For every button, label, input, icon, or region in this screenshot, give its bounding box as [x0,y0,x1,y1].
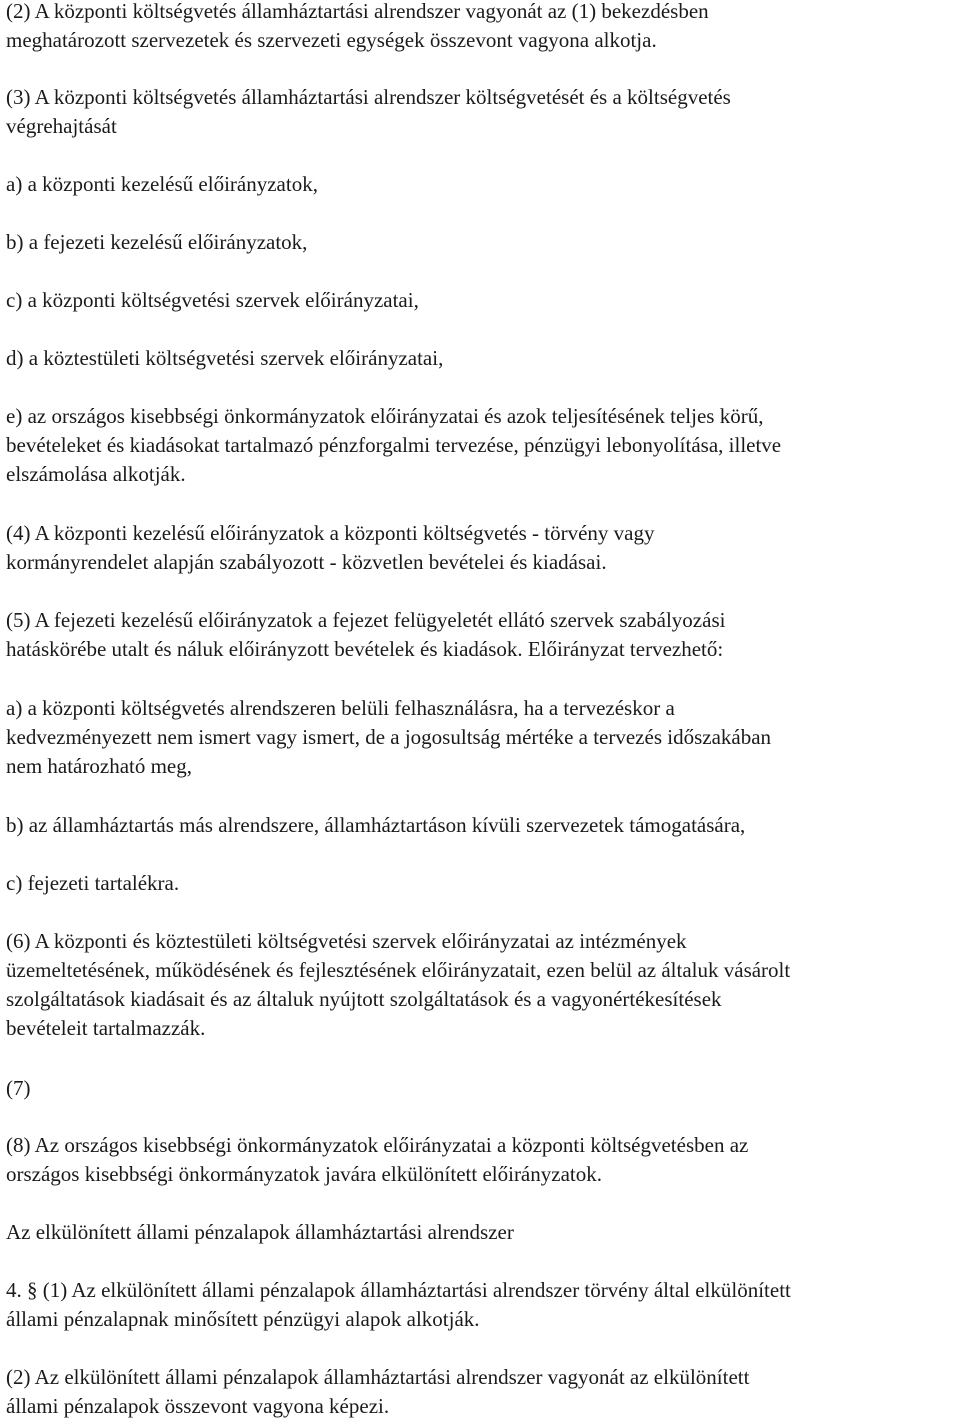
paragraph-3-alrendszer [6,83,956,141]
text-line: szolgáltatások kiadásait és az általuk nyújtott szolgáltatások és a vagyonértékesítések [6,987,722,1011]
list-item-b [6,228,956,257]
text-line: (5) A fejezeti kezelésű előirányzatok a fejezet felügyeletét ellátó szervek szabályozási [6,608,726,632]
text-line: országos kisebbségi önkormányzatok javára elkülönített előirányzatok. [6,1162,602,1186]
text-line: b) az államháztartás más alrendszere, államháztartáson kívüli szervezetek támogatására, [6,813,746,837]
text-line: kormányrendelet alapján szabályozott - közvetlen bevételei és kiadásai. [6,550,607,574]
text-line: a) a központi kezelésű előirányzatok, [6,172,318,196]
paragraph-5-item-a [6,694,956,781]
text-line: hatáskörébe utalt és náluk előirányzott bevételek és kiadások. Előirányzat tervezhető: [6,637,724,661]
paragraph-4 [6,519,956,577]
text-line: állami pénzalapok összevont vagyona képezi. [6,1394,390,1418]
paragraph-4-section-2 [6,1363,956,1421]
list-item-c [6,286,956,315]
text-line: 4. § (1) Az elkülönített állami pénzalapok államháztartási alrendszer törvény által elkülönített [6,1278,791,1302]
text-line: (6) A központi és köztestületi költségvetési szervek előirányzatai az intézmények [6,929,687,953]
paragraph-8 [6,1131,956,1189]
text-line: bevételeket és kiadásokat tartalmazó pénzforgalmi tervezése, pénzügyi lebonyolítása, illetve [6,433,782,457]
text-line: bevételeit tartalmazzák. [6,1016,206,1040]
text-line: elszámolása alkotják. [6,462,186,486]
list-item-e [6,402,956,489]
text-line: e) az országos kisebbségi önkormányzatok előirányzatai és azok teljesítésének teljes körű, [6,404,764,428]
text-line: b) a fejezeti kezelésű előirányzatok, [6,230,308,254]
paragraph-7 [6,1074,956,1103]
text-line: d) a köztestületi költségvetési szervek előirányzatai, [6,346,444,370]
paragraph-4-section-1 [6,1276,956,1334]
list-item-d [6,344,956,373]
text-line: Az elkülönített állami pénzalapok államháztartási alrendszer [6,1220,514,1244]
text-line: állami pénzalapnak minősített pénzügyi alapok alkotják. [6,1307,480,1331]
paragraph-2-vagyon [6,0,956,55]
paragraph-5 [6,606,956,664]
text-line: meghatározott szervezetek és szervezeti egységek összevont vagyona alkotja. [6,28,657,52]
text-line: (8) Az országos kisebbségi önkormányzatok előirányzatai a központi költségvetésben az [6,1133,749,1157]
text-line: c) a központi költségvetési szervek előirányzatai, [6,288,419,312]
paragraph-5-item-c [6,869,956,898]
text-line: végrehajtását [6,114,117,138]
text-line: (2) Az elkülönített állami pénzalapok államháztartási alrendszer vagyonát az elkülönített [6,1365,750,1389]
text-line: kedvezményezett nem ismert vagy ismert, de a jogosultság mértéke a tervezés időszakában [6,725,772,749]
text-line: (7) [6,1076,31,1100]
text-line: (4) A központi kezelésű előirányzatok a központi költségvetés - törvény vagy [6,521,655,545]
text-line: a) a központi költségvetés alrendszeren belüli felhasználásra, ha a tervezéskor a [6,696,675,720]
paragraph-6 [6,927,956,1043]
paragraph-5-item-b [6,811,956,840]
text-line: (3) A központi költségvetés államháztartási alrendszer költségvetését és a költségvetés [6,85,731,109]
section-heading [6,1218,956,1247]
text-line: (2) A központi költségvetés államháztartási alrendszer vagyonát az (1) bekezdésben [6,0,709,23]
list-item-a [6,170,956,199]
text-line: nem határozható meg, [6,754,193,778]
text-line: c) fejezeti tartalékra. [6,871,180,895]
text-line: üzemeltetésének, működésének és fejlesztésének előirányzatait, ezen belül az általuk vásárolt [6,958,791,982]
